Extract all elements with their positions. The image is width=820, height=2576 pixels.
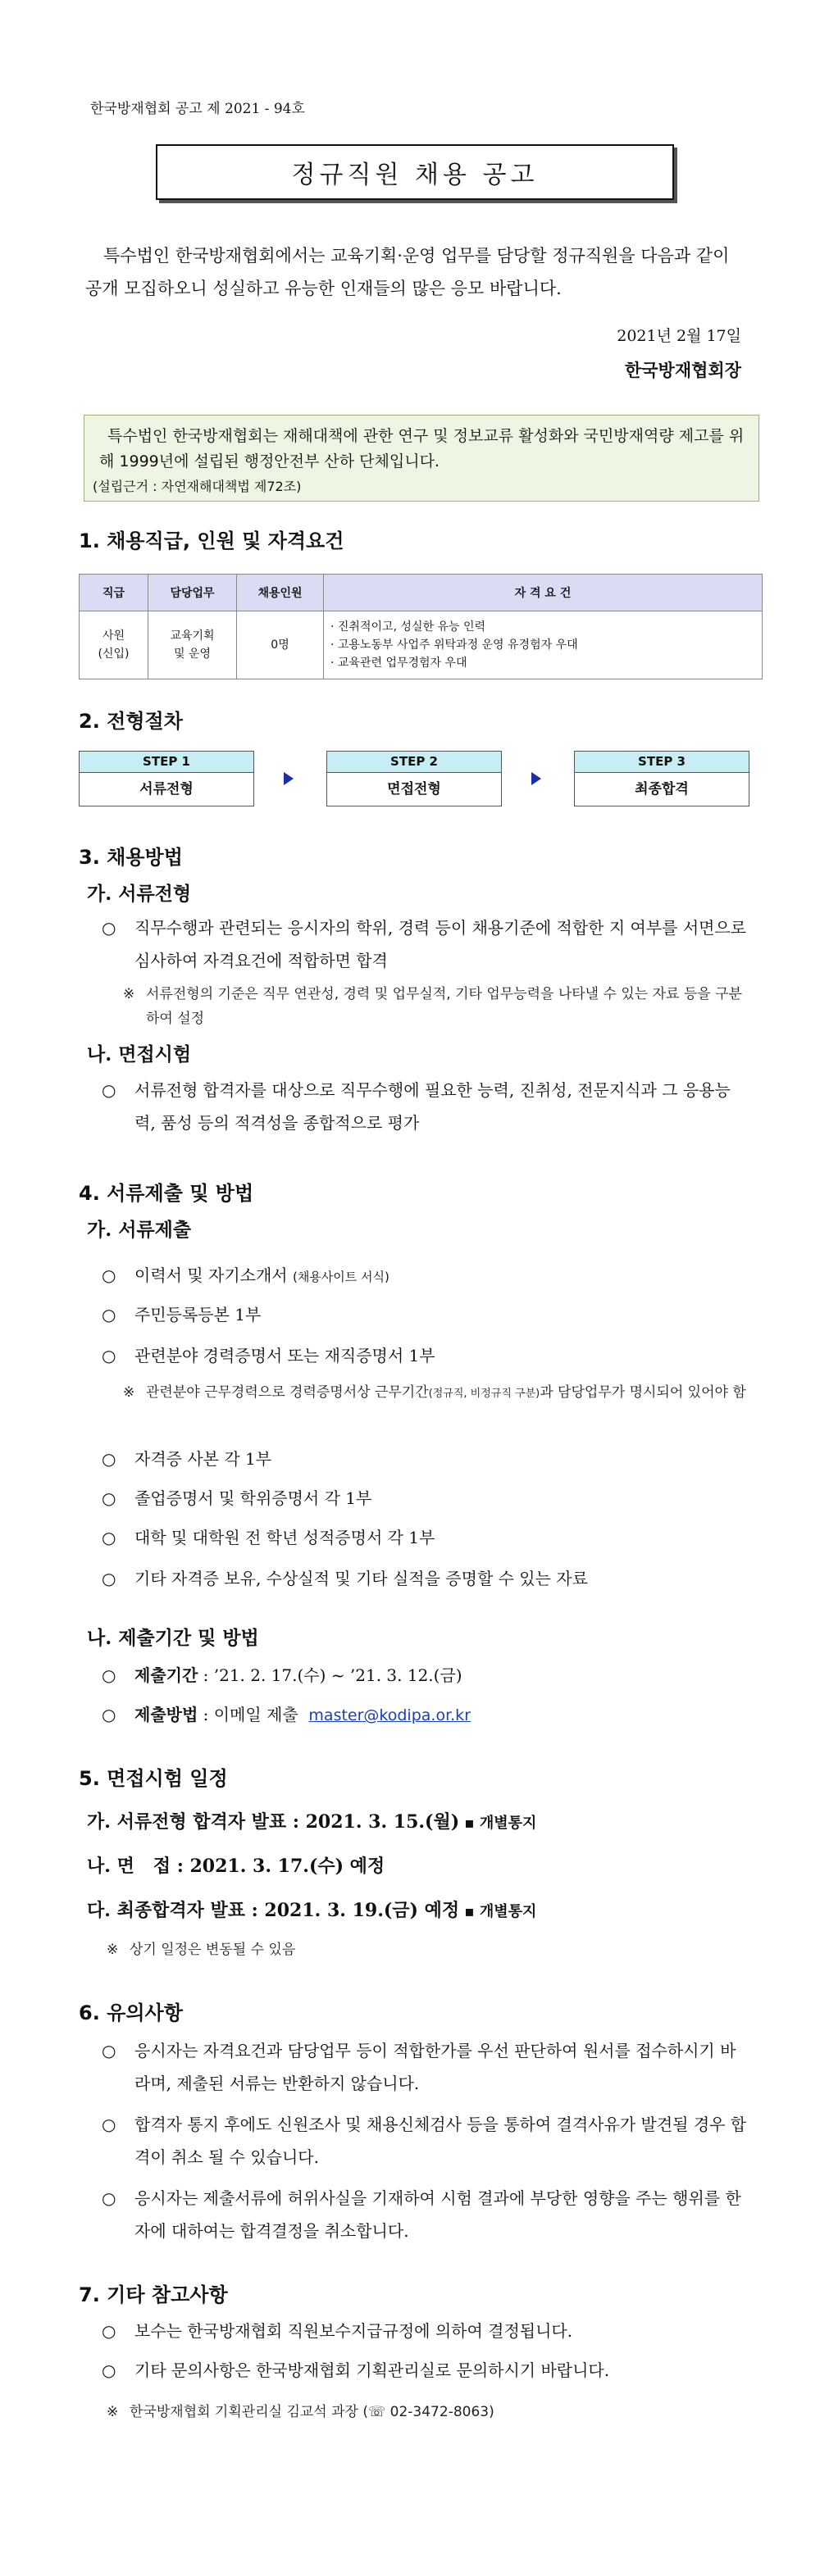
- subheading: 가. 서류제출: [87, 1219, 192, 1241]
- note-item: [123, 982, 746, 1031]
- table-header-row: [80, 575, 763, 611]
- document-name: 관련분야 경력증명서 또는 재직증명서 1부: [134, 1346, 435, 1365]
- list-item: [102, 1074, 749, 1139]
- step-box-1: [79, 751, 254, 806]
- circle-bullet-icon: ○: [102, 1449, 116, 1469]
- submission-method: [102, 1698, 749, 1732]
- requirements-table: [79, 574, 763, 679]
- document-name: 자격증 사본 각 1부: [134, 1449, 272, 1469]
- circle-bullet-icon: ○: [102, 1305, 116, 1324]
- step-name: 최종합격: [635, 781, 689, 797]
- step-name: 서류전형: [139, 781, 194, 797]
- about-text: 특수법인 한국방재협회는 재해대책에 관한 연구 및 정보교류 활성화와 국민방재역량 제고를 위해 1999년에 설립된 행정안전부 산하 단체입니다.: [99, 427, 745, 470]
- schedule-line: [87, 1852, 385, 1878]
- subheading: 나. 제출기간 및 방법: [87, 1627, 259, 1649]
- contact-text: 한국방재협회 기획관리실 김교석 과장 (☏ 02-3472-8063): [130, 2404, 494, 2420]
- note-text: 상기 일정은 변동될 수 있음: [130, 1942, 296, 1958]
- circle-bullet-icon: ○: [102, 2041, 116, 2060]
- document-item: [102, 1482, 749, 1515]
- step-label: STEP 2: [327, 752, 501, 773]
- step-label: STEP 3: [575, 752, 749, 773]
- period-value: : ’21. 2. 17.(수) ~ ’21. 3. 12.(금): [198, 1665, 462, 1685]
- duty-line: 및 운영: [173, 647, 212, 661]
- circle-bullet-icon: ○: [102, 1346, 116, 1365]
- document-item: [102, 1298, 749, 1331]
- document-name: 이력서 및 자기소개서: [134, 1265, 288, 1285]
- list-item-text: 응시자는 자격요건과 담당업무 등이 적합한가를 우선 판단하여 원서를 접수하시기 바라며, 제출된 서류는 반환하지 않습니다.: [134, 2041, 736, 2093]
- list-item-text: 직무수행과 관련되는 응시자의 학위, 경력 등이 채용기준에 적합한 지 여부를 서면으로 심사하여 자격요건에 적합하면 합격: [134, 918, 747, 970]
- note-text: 관련분야 근무경력으로 경력증명서상 근무기간: [146, 1384, 429, 1401]
- step-box-3: [574, 751, 749, 806]
- note-mark-icon: ※: [123, 1384, 135, 1401]
- period-label: 제출기간: [134, 1665, 198, 1685]
- circle-bullet-icon: ○: [102, 1528, 116, 1547]
- intro-paragraph: 특수법인 한국방재협회에서는 교육기획·운영 업무를 담당할 정규직원을 다음과 같이 공개 모집하오니 성실하고 유능한 인재들의 많은 응모 바랍니다.: [85, 246, 730, 298]
- submission-period: [102, 1659, 749, 1692]
- step-label: STEP 1: [80, 752, 253, 773]
- document-note: (채용사이트 서식): [292, 1270, 390, 1284]
- duty-cell: [148, 611, 237, 679]
- note-text: 서류전형의 기준은 직무 연관성, 경력 및 업무실적, 기타 업무능력을 나타낼 수 있는 자료 등을 구분하여 설정: [146, 986, 742, 1027]
- circle-bullet-icon: ○: [102, 1265, 116, 1285]
- circle-bullet-icon: ○: [102, 1705, 116, 1724]
- email-link[interactable]: master@kodipa.or.kr: [308, 1706, 472, 1724]
- schedule-tag: ▪ 개별통지: [459, 1815, 537, 1832]
- circle-bullet-icon: ○: [102, 1569, 116, 1588]
- qualification-cell: [324, 611, 763, 679]
- section-heading-4: 4. 서류제출 및 방법: [79, 1182, 254, 1205]
- circle-bullet-icon: ○: [102, 2321, 116, 2341]
- notice-number: 한국방재협회 공고 제 2021 - 94호: [90, 101, 305, 117]
- grade-line: (신입): [98, 647, 130, 661]
- circle-bullet-icon: ○: [102, 2115, 116, 2134]
- document-item: [102, 1562, 749, 1595]
- about-box: [84, 415, 759, 502]
- schedule-text: 나. 면 접 : 2021. 3. 17.(수) 예정: [87, 1856, 385, 1877]
- document-item: [102, 1259, 749, 1293]
- circle-bullet-icon: ○: [102, 2360, 116, 2380]
- grade-line: 사원: [102, 629, 125, 643]
- note-text-small: (정규직, 비정규직 구분): [428, 1388, 540, 1400]
- note-mark-icon: ※: [107, 2404, 119, 2420]
- note-text: 과 담당업무가 명시되어 있어야 함: [540, 1384, 746, 1401]
- list-item-text: 합격자 통지 후에도 신원조사 및 채용신체검사 등을 통하여 결격사유가 발견될 경우 합격이 취소 될 수 있습니다.: [134, 2115, 747, 2167]
- circle-bullet-icon: ○: [102, 918, 116, 938]
- schedule-line: [87, 1897, 536, 1922]
- column-header: 담당업무: [148, 575, 237, 611]
- step-name: 면접전형: [387, 781, 441, 797]
- document-name: 졸업증명서 및 학위증명서 각 1부: [134, 1488, 372, 1508]
- note-mark-icon: ※: [123, 986, 135, 1002]
- method-label: 제출방법: [134, 1705, 198, 1724]
- step-box-2: [326, 751, 502, 806]
- notice-date: 2021년 2월 17일: [617, 327, 741, 345]
- schedule-line: [87, 1808, 536, 1833]
- section-heading-7: 7. 기타 참고사항: [79, 2283, 228, 2306]
- list-item: [102, 2354, 749, 2387]
- document-item: [102, 1521, 749, 1554]
- notice-signer: 한국방재협회장: [624, 360, 741, 380]
- list-item: [102, 2108, 749, 2174]
- document-name: 주민등록등본 1부: [134, 1305, 262, 1324]
- table-row: [80, 611, 763, 679]
- list-item: [102, 911, 749, 977]
- list-item: [102, 2034, 749, 2100]
- schedule-text: 가. 서류전형 합격자 발표 : 2021. 3. 15.(월): [87, 1811, 460, 1833]
- section-heading-2: 2. 전형절차: [79, 710, 183, 733]
- about-basis: (설립근거 : 자연재해대책법 제72조): [93, 479, 302, 494]
- circle-bullet-icon: ○: [102, 1080, 116, 1100]
- qualification-line: · 고용노동부 사업주 위탁과정 운영 유경험자 우대: [330, 638, 578, 652]
- note-mark-icon: ※: [107, 1942, 119, 1958]
- qualification-line: · 진취적이고, 성실한 유능 인력: [330, 620, 485, 634]
- document-item: [102, 1442, 749, 1475]
- list-item: [102, 2315, 749, 2347]
- subheading: 가. 서류전형: [87, 883, 192, 905]
- list-item: [102, 2182, 749, 2247]
- column-header: 직급: [80, 575, 148, 611]
- column-header: 채용인원: [237, 575, 324, 611]
- arrow-right-icon: [284, 772, 294, 785]
- circle-bullet-icon: ○: [102, 1665, 116, 1685]
- arrow-right-icon: [531, 772, 541, 785]
- column-header: 자 격 요 건: [324, 575, 763, 611]
- method-value: : 이메일 제출: [198, 1705, 298, 1724]
- circle-bullet-icon: ○: [102, 1488, 116, 1508]
- section-heading-3: 3. 채용방법: [79, 846, 183, 869]
- page-title: 정규직원 채용 공고: [156, 144, 674, 200]
- count-cell: 0명: [237, 611, 324, 679]
- duty-line: 교육기획: [170, 629, 215, 643]
- note-item: [123, 1380, 746, 1406]
- document-name: 기타 자격증 보유, 수상실적 및 기타 실적을 증명할 수 있는 자료: [134, 1569, 588, 1588]
- section-heading-1: 1. 채용직급, 인원 및 자격요건: [79, 529, 344, 552]
- list-item-text: 서류전형 합격자를 대상으로 직무수행에 필요한 능력, 진취성, 전문지식과 그 응용능력, 품성 등의 적격성을 종합적으로 평가: [134, 1080, 731, 1133]
- circle-bullet-icon: ○: [102, 2188, 116, 2208]
- qualification-line: · 교육관련 업무경험자 우대: [330, 656, 467, 670]
- schedule-text: 다. 최종합격자 발표 : 2021. 3. 19.(금) 예정: [87, 1900, 460, 1921]
- list-item-text: 보수는 한국방재협회 직원보수지급규정에 의하여 결정됩니다.: [134, 2321, 573, 2341]
- section-heading-5: 5. 면접시험 일정: [79, 1767, 228, 1790]
- section-heading-6: 6. 유의사항: [79, 2001, 183, 2024]
- document-name: 대학 및 대학원 전 학년 성적증명서 각 1부: [134, 1528, 435, 1547]
- document-item: [102, 1339, 749, 1372]
- list-item-text: 응시자는 제출서류에 허위사실을 기재하여 시험 결과에 부당한 영향을 주는 행위를 한 자에 대하여는 합격결정을 취소합니다.: [134, 2188, 741, 2241]
- grade-cell: [80, 611, 148, 679]
- subheading: 나. 면접시험: [87, 1043, 192, 1065]
- schedule-tag: ▪ 개별통지: [459, 1903, 537, 1920]
- list-item-text: 기타 문의사항은 한국방재협회 기획관리실로 문의하시기 바랍니다.: [134, 2360, 610, 2380]
- note-item: [107, 1938, 730, 1962]
- contact-note: [107, 2400, 730, 2424]
